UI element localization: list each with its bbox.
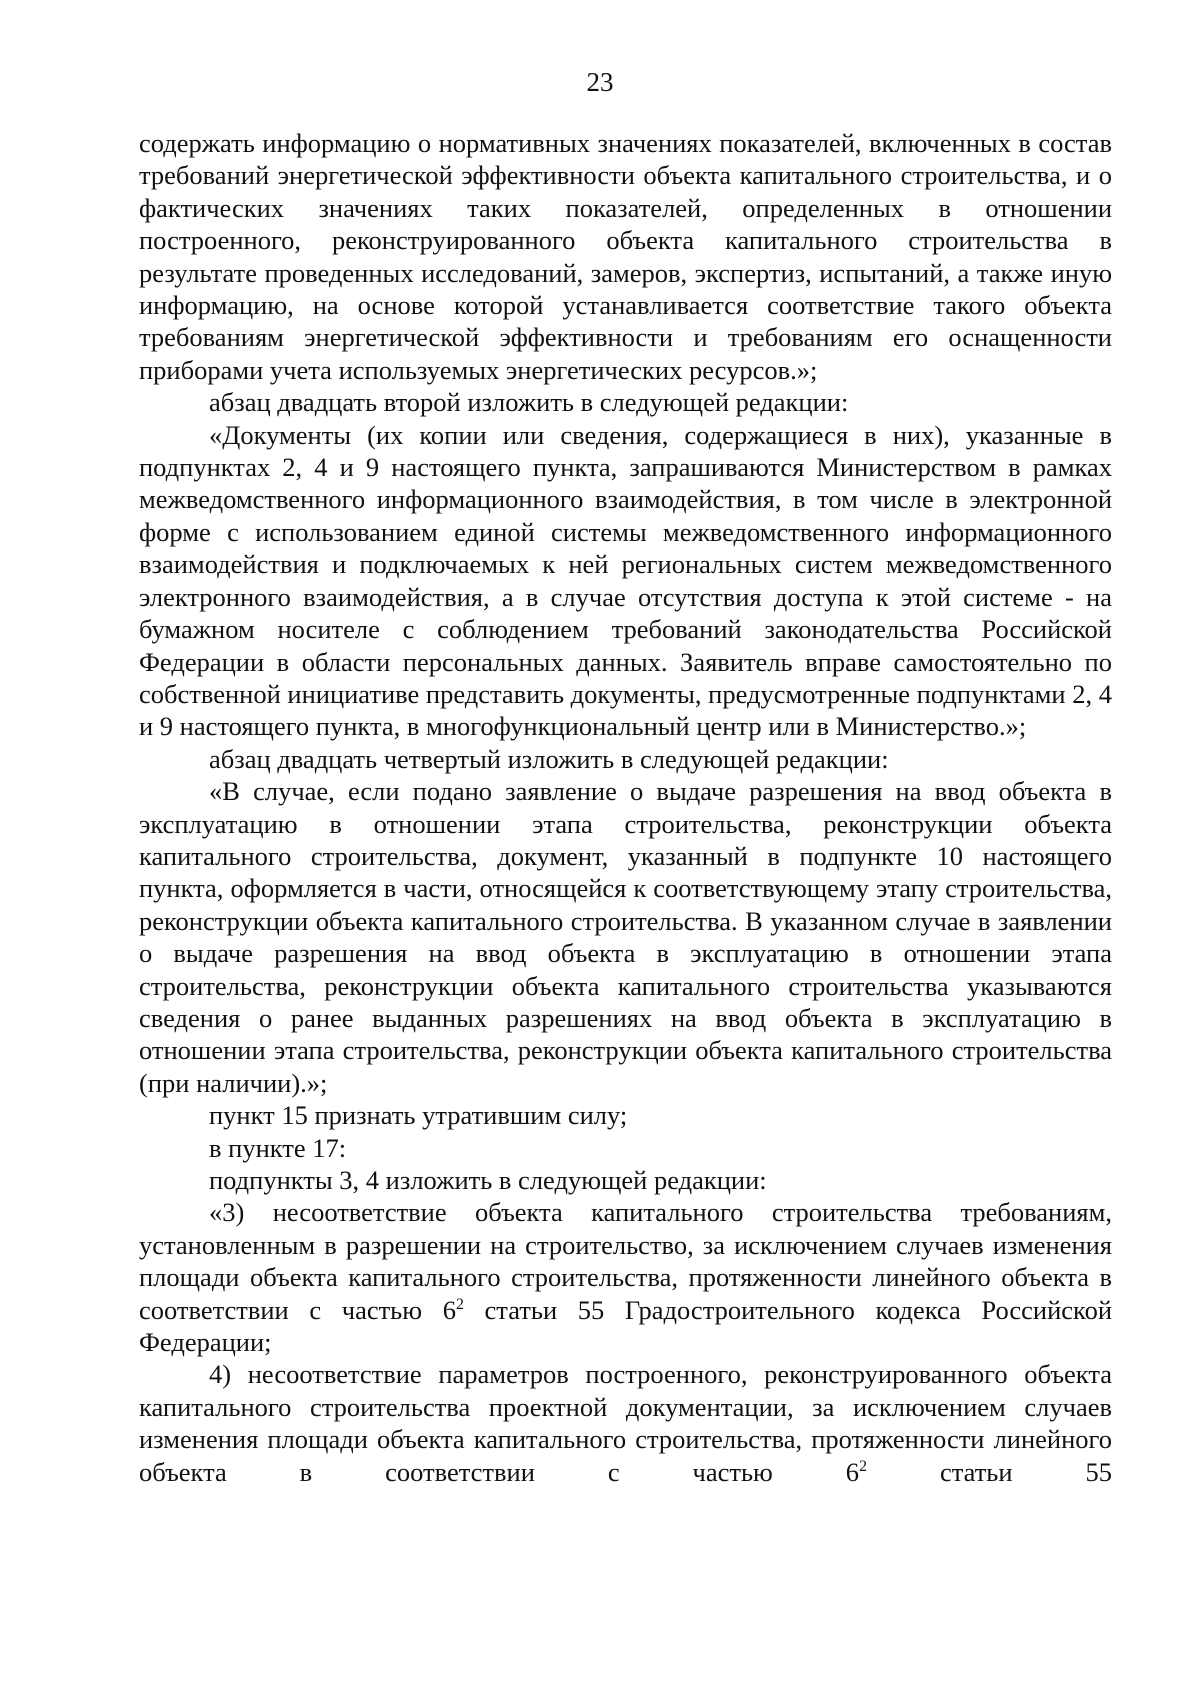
page-number: 23 <box>586 67 614 97</box>
paragraph-subitem-4 <box>139 1358 1112 1488</box>
paragraph: абзац двадцать второй изложить в следующей редакции: <box>209 387 849 418</box>
paragraph-text: статьи 55 <box>867 1456 1113 1487</box>
superscript: 2 <box>455 1295 464 1313</box>
paragraph-text: 4) несоответствие параметров построенного, реконструированного объекта капитального строительства проектной документации, за исключением случаев изменения площади объекта капитального строительства, протяженности линейного объекта в соответствии с частью 6 <box>139 1359 1112 1487</box>
paragraph: пункт 15 признать утратившим силу; <box>209 1100 628 1131</box>
paragraph-text: статьи 55 Градостроительного кодекса Российской Федерации; <box>139 1294 1112 1358</box>
paragraph: «Документы (их копии или сведения, содержащиеся в них), указанные в подпунктах 2, 4 и 9 настоящего пункта, запрашиваются Министерством в рамках межведомственного информационного взаимодействия, в том числе в электронной форме с использованием единой системы межведомственного информационного взаимодействия и подключаемых к ней региональных систем межведомственного электронного взаимодействия, а в случае отсутствия доступа к этой системе - на бумажном носителе с соблюдением требований законодательства Российской Федерации в области персональных данных. Заявитель вправе самостоятельно по собственной инициативе представить документы, предусмотренные подпунктами 2, 4 и 9 настоящего пункта, в многофункциональный центр или в Министерство.»; <box>139 419 1112 742</box>
paragraph: абзац двадцать четвертый изложить в следующей редакции: <box>209 743 889 774</box>
paragraph-text: «3) несоответствие объекта капитального строительства требованиям, установленным в разрешении на строительство, за исключением случаев изменения площади объекта капитального строительства, протяженности линейного объекта в соответствии с частью 6 <box>139 1197 1112 1325</box>
paragraph: содержать информацию о нормативных значениях показателей, включенных в состав требований энергетической эффективности объекта капитального строительства, и о фактических значениях таких показателей, определенных в отношении построенного, реконструированного объекта капитального строительства в результате проведенных исследований, замеров, экспертиз, испытаний, а также иную информацию, на основе которой устанавливается соответствие такого объекта требованиям энергетической эффективности и требованиям его оснащенности приборами учета используемых энергетических ресурсов.»; <box>139 128 1112 385</box>
document-body <box>139 127 1112 1488</box>
paragraph: подпункты 3, 4 изложить в следующей редакции: <box>209 1165 767 1195</box>
paragraph-subitem-3 <box>139 1196 1112 1358</box>
superscript: 2 <box>859 1457 868 1475</box>
paragraph: в пункте 17: <box>209 1132 347 1163</box>
paragraph: «В случае, если подано заявление о выдаче разрешения на ввод объекта в эксплуатацию в отношении этапа строительства, реконструкции объекта капитального строительства, документ, указанный в подпункте 10 настоящего пункта, оформляется в части, относящейся к соответствующему этапу строительства, реконструкции объекта капитального строительства. В указанном случае в заявлении о выдаче разрешения на ввод объекта в эксплуатацию в отношении этапа строительства, реконструкции объекта капитального строительства указываются сведения о ранее выданных разрешениях на ввод объекта в эксплуатацию в отношении этапа строительства, реконструкции объекта капитального строительства (при наличии).»; <box>139 776 1112 1098</box>
